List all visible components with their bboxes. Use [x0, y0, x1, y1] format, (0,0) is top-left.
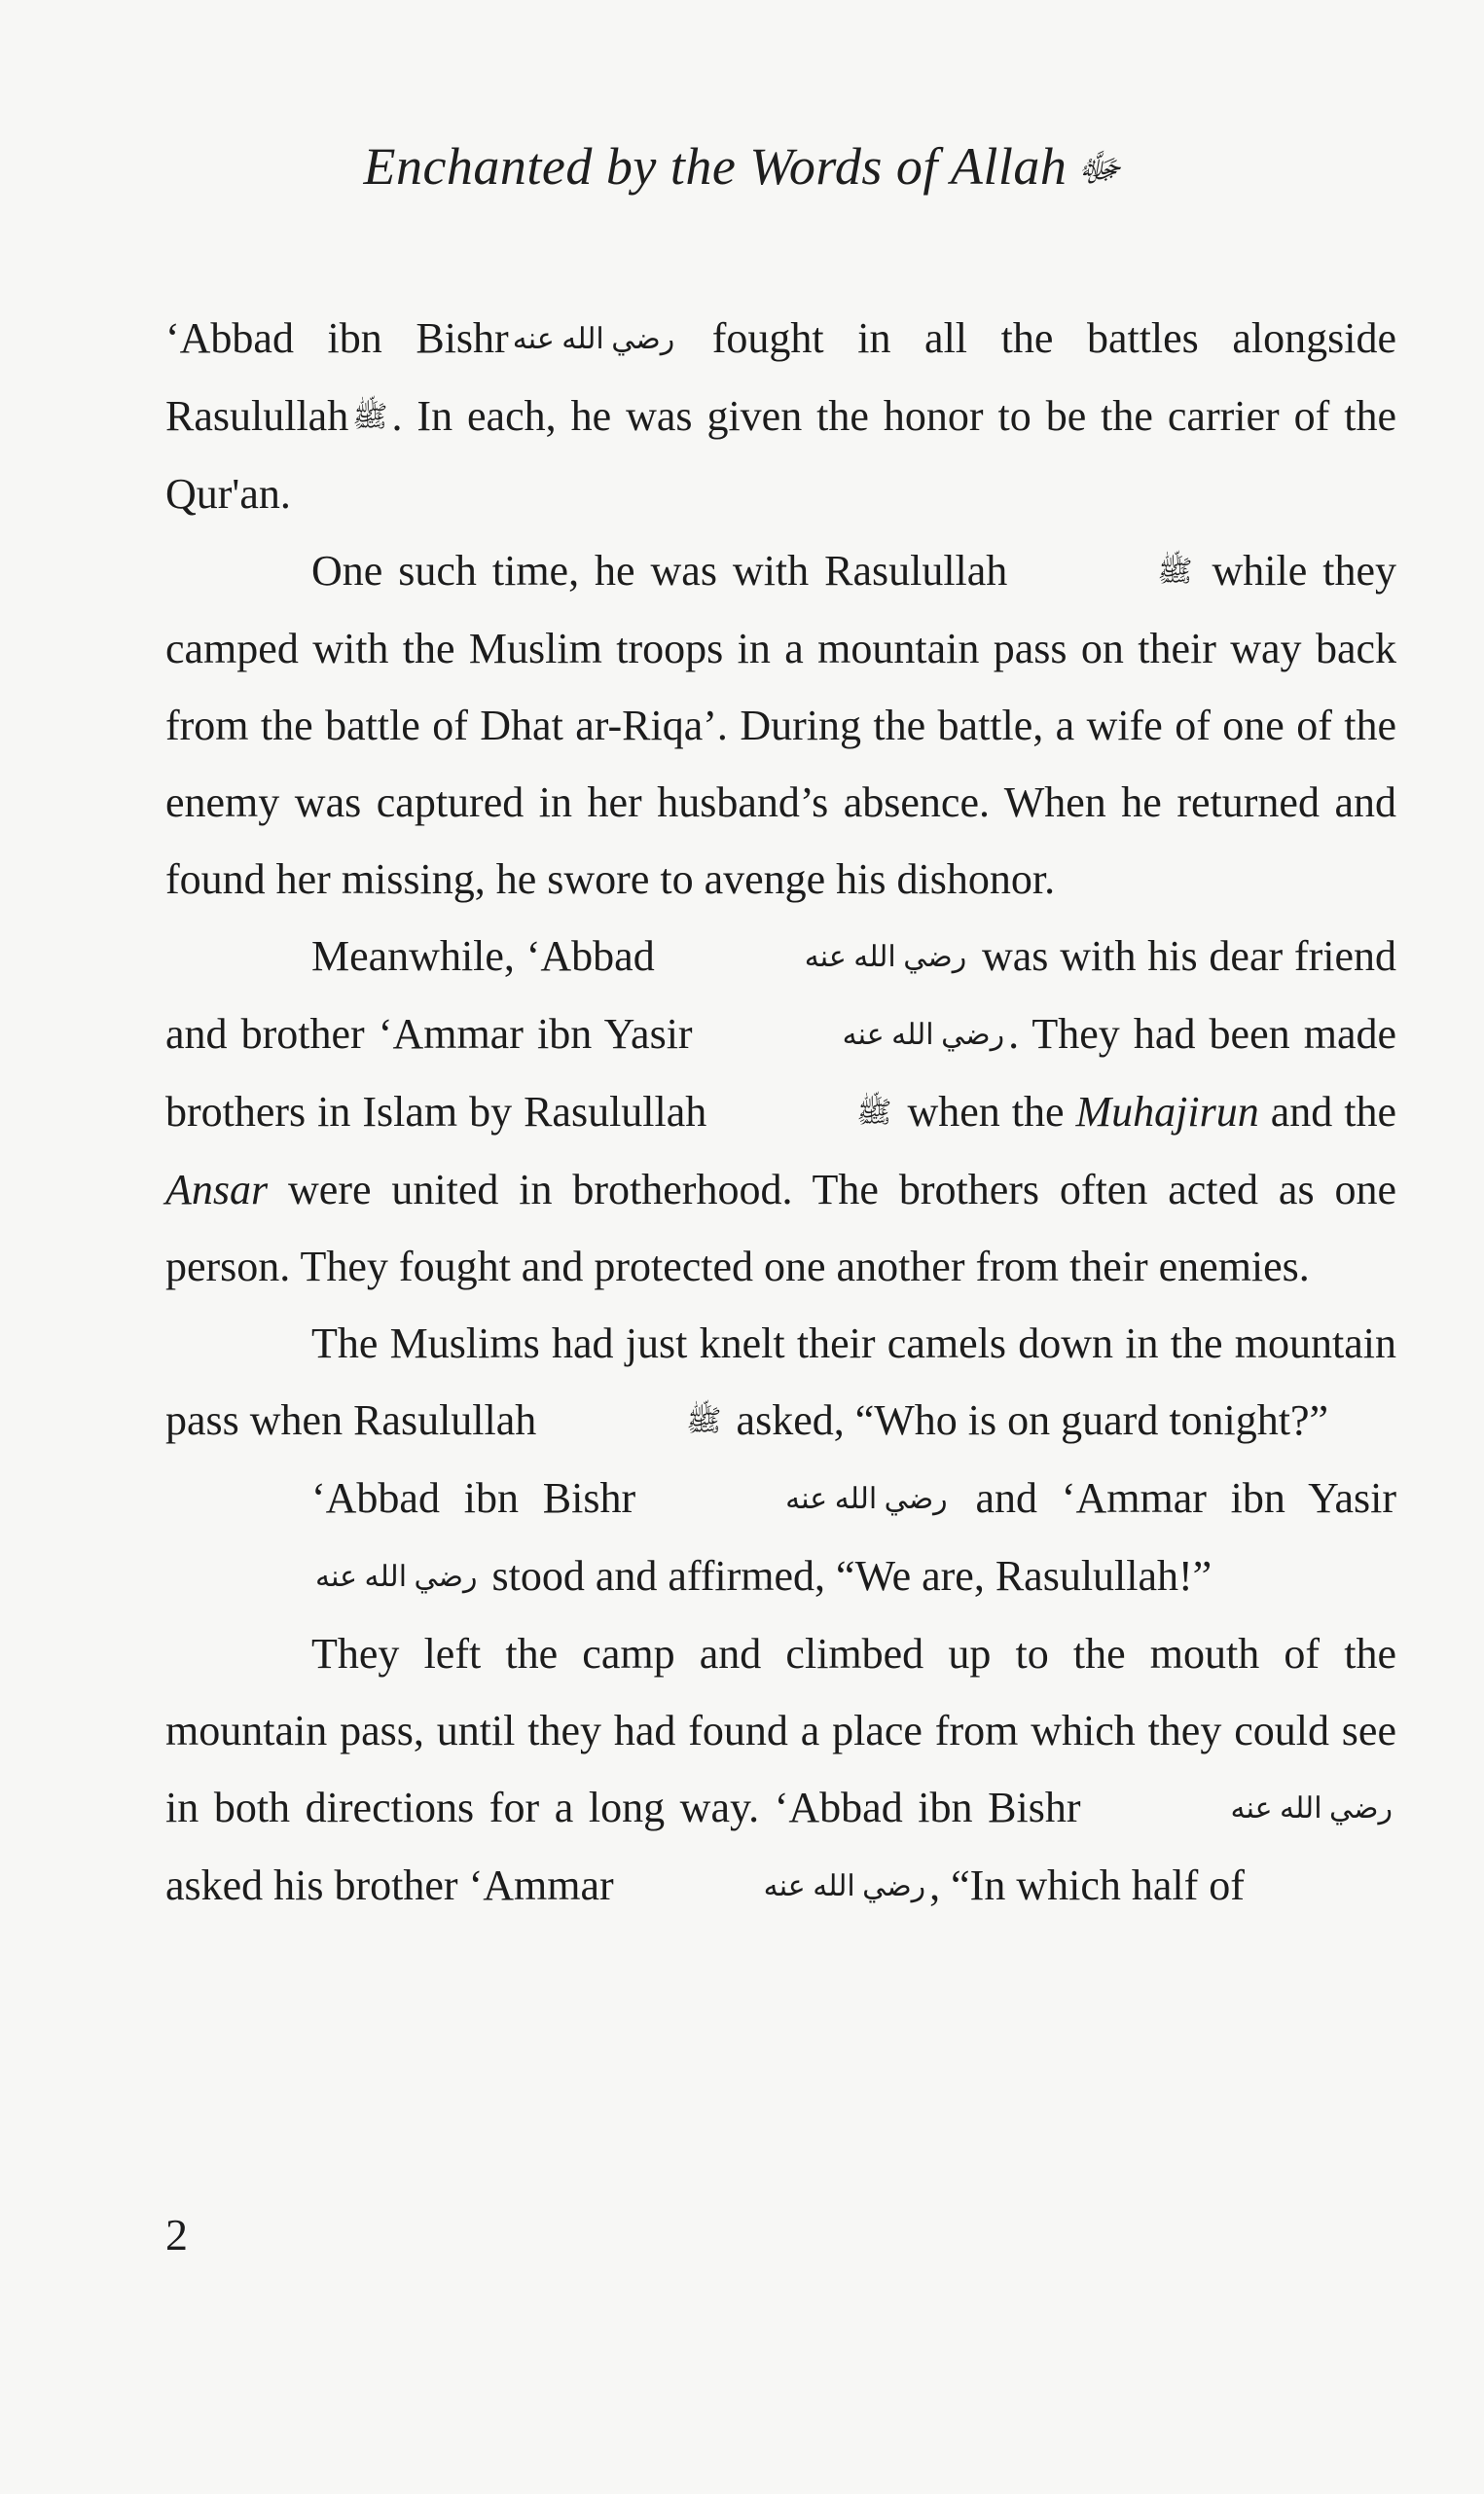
- honorific-ra: رضي الله عنه: [763, 1870, 926, 1902]
- text-span: asked his brother ‘Ammar: [165, 1861, 614, 1909]
- running-head: [0, 136, 1484, 200]
- text-span: ‘Abbad ibn Bishr: [311, 1474, 636, 1522]
- honorific-saw: ﷺ: [352, 401, 388, 433]
- text-span: when the: [895, 1088, 1076, 1136]
- page-number: 2: [165, 2210, 188, 2259]
- paragraph-2: [165, 532, 1396, 918]
- text-span: asked, “Who is on guard tonight?”: [725, 1396, 1329, 1444]
- text-span: and the: [1258, 1088, 1397, 1136]
- italic-term: Ansar: [165, 1166, 269, 1213]
- paragraph-5: [165, 1460, 1396, 1615]
- text-span: One such time, he was with Rasulullah: [311, 547, 1008, 595]
- running-head-title: Enchanted by the Words of Allah: [363, 137, 1068, 196]
- paragraph-4: [165, 1305, 1396, 1460]
- paragraph-6: [165, 1615, 1396, 1925]
- text-span: ‘Abbad ibn Bishr: [165, 314, 509, 362]
- honorific-ra: رضي الله عنه: [785, 1483, 948, 1515]
- honorific-ra: رضي الله عنه: [804, 941, 967, 973]
- honorific-saw: ﷺ: [686, 1405, 722, 1437]
- text-span: . They had been made brothers in Islam by Rasulullah: [165, 1010, 1396, 1136]
- honorific-ra: رضي الله عنه: [1230, 1792, 1393, 1825]
- honorific-ra: رضي الله عنه: [315, 1561, 478, 1593]
- italic-term: Muhajirun: [1075, 1088, 1259, 1136]
- text-span: were united in brotherhood. The brothers often acted as one person. They fought and protected one another from their enemies.: [165, 1166, 1396, 1290]
- honorific-ra: رضي الله عنه: [512, 323, 675, 355]
- text-span: while they camped with the Muslim troops in a mountain pass on their way back from the battle of Dhat ar-Riqa’. During the battle, a wife of one of the enemy was captured in her husband’s absence. When he returned and found her missing, he swore to avenge his dishonor.: [165, 547, 1396, 903]
- text-span: and ‘Ammar ibn Yasir: [951, 1474, 1396, 1522]
- paragraph-1: [165, 300, 1396, 532]
- paragraph-3: [165, 918, 1396, 1305]
- text-span: . In each, he was given the honor to be the carrier of the Qur'an.: [165, 392, 1396, 518]
- text-span: They left the camp and climbed up to the mouth of the mountain pass, until they had found a place from which they could see in both directions for a long way. ‘Abbad ibn Bishr: [165, 1630, 1396, 1831]
- text-span: Meanwhile, ‘Abbad: [311, 932, 655, 980]
- honorific-ra: رضي الله عنه: [842, 1019, 1005, 1051]
- text-span: was with his dear friend and brother ‘Ammar ibn Yasir: [165, 932, 1396, 1058]
- text-span: The Muslims had just knelt their camels down in the mountain pass when Rasulullah: [165, 1319, 1396, 1444]
- text-span: stood and affirmed, “We are, Rasulullah!”: [481, 1552, 1213, 1600]
- running-head-honorific: ﷻ: [1076, 145, 1121, 190]
- text-span: , “In which half of: [929, 1861, 1245, 1909]
- honorific-saw: ﷺ: [856, 1097, 892, 1129]
- text-span: fought in all the battles alongside Rasulullah: [165, 314, 1397, 440]
- honorific-saw: ﷺ: [1157, 556, 1193, 588]
- body-text: [165, 300, 1396, 1925]
